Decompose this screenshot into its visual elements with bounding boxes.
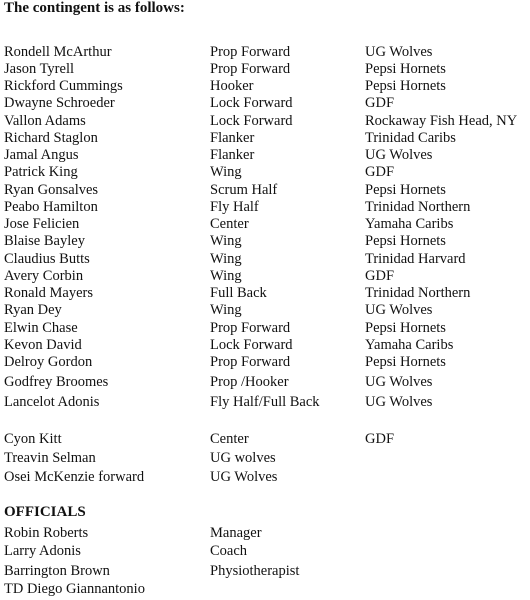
player-name: Jason Tyrell	[4, 61, 75, 77]
player-name: Delroy Gordon	[4, 354, 93, 370]
player-club: Rockaway Fish Head, NY	[365, 113, 518, 129]
official-name: Barrington Brown	[4, 563, 110, 579]
player-name: Ronald Mayers	[4, 285, 93, 301]
player-club: Yamaha Caribs	[365, 216, 454, 232]
reserve-name: Treavin Selman	[4, 450, 96, 466]
player-position: Wing	[210, 268, 242, 284]
player-position: Fly Half/Full Back	[210, 394, 320, 410]
player-position: Full Back	[210, 285, 267, 301]
player-position: Prop Forward	[210, 354, 291, 370]
player-position: Center	[210, 216, 249, 232]
player-name: Rickford Cummings	[4, 78, 123, 94]
player-position: Wing	[210, 233, 242, 249]
player-name: Elwin Chase	[4, 320, 78, 336]
player-name: Jamal Angus	[4, 147, 79, 163]
player-position: Flanker	[210, 147, 255, 163]
player-club: Pepsi Hornets	[365, 78, 446, 94]
player-club: GDF	[365, 164, 395, 180]
player-club: UG Wolves	[365, 394, 433, 410]
player-name: Avery Corbin	[4, 268, 84, 284]
player-club: UG Wolves	[365, 374, 433, 390]
reserve-position: Center	[210, 431, 249, 447]
reserve-name: Osei McKenzie forward	[4, 469, 145, 485]
player-name: Kevon David	[4, 337, 82, 353]
player-club: Trinidad Northern	[365, 199, 471, 215]
official-role: Physiotherapist	[210, 563, 300, 579]
player-name: Jose Felicien	[4, 216, 80, 232]
player-club: Yamaha Caribs	[365, 337, 454, 353]
player-club: GDF	[365, 95, 395, 111]
player-club: Pepsi Hornets	[365, 320, 446, 336]
player-club: Trinidad Northern	[365, 285, 471, 301]
player-club: GDF	[365, 268, 395, 284]
official-role: Coach	[210, 543, 248, 559]
reserve-club: GDF	[365, 431, 395, 447]
player-position: Wing	[210, 251, 242, 267]
player-club: UG Wolves	[365, 147, 433, 163]
player-position: Prop Forward	[210, 44, 291, 60]
reserve-name: Cyon Kitt	[4, 431, 62, 447]
player-club: Pepsi Hornets	[365, 233, 446, 249]
reserve-position: UG Wolves	[210, 469, 278, 485]
officials-heading: OFFICIALS	[4, 504, 86, 520]
player-position: Lock Forward	[210, 337, 293, 353]
official-name: Robin Roberts	[4, 525, 89, 541]
player-position: Flanker	[210, 130, 255, 146]
player-club: Pepsi Hornets	[365, 61, 446, 77]
official-role: Manager	[210, 525, 262, 541]
player-position: Lock Forward	[210, 113, 293, 129]
player-name: Claudius Butts	[4, 251, 90, 267]
player-name: Rondell McArthur	[4, 44, 112, 60]
player-club: UG Wolves	[365, 44, 433, 60]
player-position: Hooker	[210, 78, 254, 94]
player-name: Blaise Bayley	[4, 233, 85, 249]
player-club: UG Wolves	[365, 302, 433, 318]
player-club: Trinidad Caribs	[365, 130, 456, 146]
player-name: Patrick King	[4, 164, 78, 180]
player-position: Prop Forward	[210, 320, 291, 336]
player-name: Peabo Hamilton	[4, 199, 98, 215]
reserve-position: UG wolves	[210, 450, 276, 466]
player-club: Trinidad Harvard	[365, 251, 466, 267]
page-heading: The contingent is as follows:	[4, 0, 185, 16]
player-position: Scrum Half	[210, 182, 278, 198]
player-name: Richard Staglon	[4, 130, 98, 146]
player-club: Pepsi Hornets	[365, 182, 446, 198]
player-position: Prop Forward	[210, 61, 291, 77]
official-name: Larry Adonis	[4, 543, 81, 559]
player-position: Lock Forward	[210, 95, 293, 111]
player-name: Ryan Dey	[4, 302, 62, 318]
player-name: Godfrey Broomes	[4, 374, 109, 390]
player-name: Dwayne Schroeder	[4, 95, 115, 111]
player-name: Lancelot Adonis	[4, 394, 100, 410]
player-name: Ryan Gonsalves	[4, 182, 99, 198]
player-club: Pepsi Hornets	[365, 354, 446, 370]
player-position: Wing	[210, 302, 242, 318]
player-name: Vallon Adams	[4, 113, 86, 129]
player-position: Wing	[210, 164, 242, 180]
official-name: TD Diego Giannantonio	[4, 581, 145, 597]
player-position: Prop /Hooker	[210, 374, 289, 390]
player-position: Fly Half	[210, 199, 259, 215]
